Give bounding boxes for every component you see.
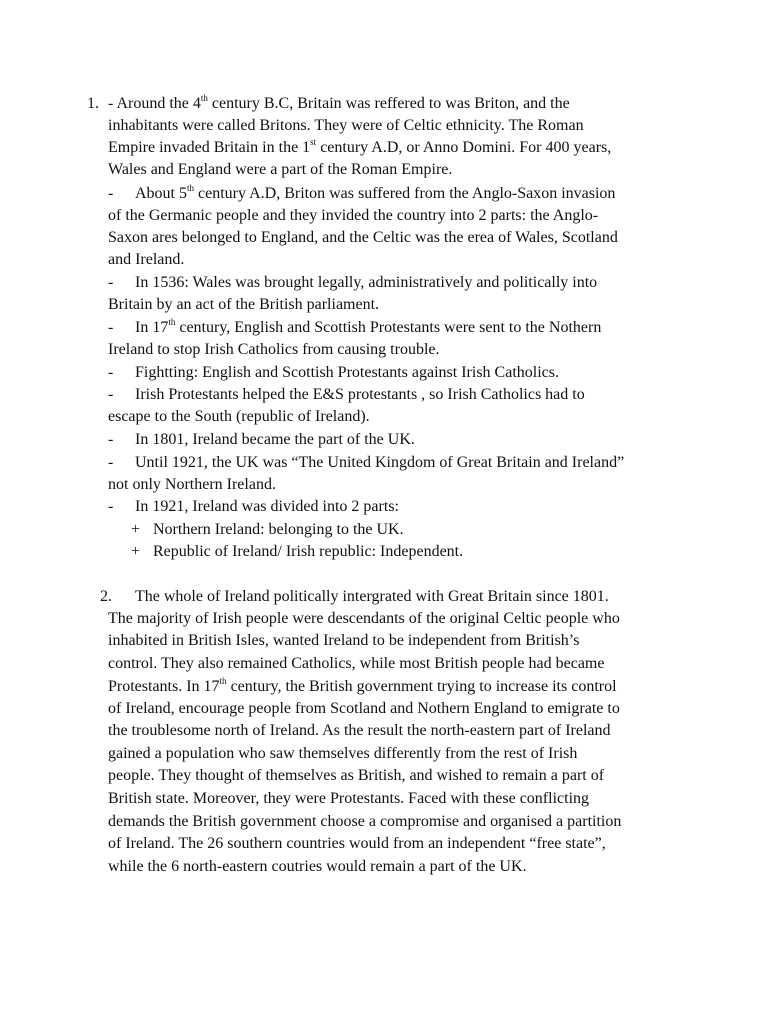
bullet-line: - In 1536: Wales was brought legally, administratively and politically into xyxy=(108,272,688,294)
dash-marker: - xyxy=(108,498,114,515)
list-number-2: 2. xyxy=(100,588,112,605)
dash-marker: - xyxy=(108,319,114,336)
bullet-line: - Irish Protestants helped the E&S protestants , so Irish Catholics had to xyxy=(108,384,688,406)
paragraph-line: of the Germanic people and they invided the country into 2 parts: the Anglo- xyxy=(108,207,599,224)
list-number-1: 1. xyxy=(87,95,99,112)
paragraph-line: demands the British government choose a compromise and organised a partition xyxy=(108,813,622,830)
bullet-line: - About 5th century A.D, Briton was suffered from the Anglo-Saxon invasion xyxy=(108,183,688,205)
plus-marker: + xyxy=(131,543,141,560)
paragraph-line: Saxon ares belonged to England, and the Celtic was the erea of Wales, Scotland xyxy=(108,229,618,246)
paragraph-line: Wales and England were a part of the Roman Empire. xyxy=(108,161,453,178)
dash-marker: - xyxy=(108,386,114,403)
plus-marker: + xyxy=(131,521,141,538)
bullet-line: - In 1921, Ireland was divided into 2 parts: xyxy=(108,496,688,518)
paragraph-line: of Ireland. The 26 southern countries would from an independent “free state”, xyxy=(108,835,606,852)
paragraph-line: Empire invaded Britain in the 1st century A.D, or Anno Domini. For 400 years, xyxy=(108,136,612,156)
paragraph-line: while the 6 north-eastern coutries would remain a part of the UK. xyxy=(108,858,527,875)
dash-marker: - xyxy=(108,454,114,471)
paragraph-line: Ireland to stop Irish Catholics from causing trouble. xyxy=(108,341,440,358)
bullet-line: - Fightting: English and Scottish Protestants against Irish Catholics. xyxy=(108,362,688,384)
bullet-line: - In 17th century, English and Scottish Protestants were sent to the Nothern xyxy=(108,317,688,339)
paragraph-line: The majority of Irish people were descendants of the original Celtic people who xyxy=(108,610,620,627)
dash-marker: - xyxy=(108,274,114,291)
sub-bullet-line: + Republic of Ireland/ Irish republic: Independent. xyxy=(131,541,711,563)
paragraph-line: and Ireland. xyxy=(108,251,185,268)
dash-marker: - xyxy=(108,364,114,381)
paragraph-line: Protestants. In 17th century, the British government trying to increase its control xyxy=(108,675,617,695)
dash-marker: - xyxy=(108,431,114,448)
bullet-line: - Until 1921, the UK was “The United Kingdom of Great Britain and Ireland” xyxy=(108,452,688,474)
paragraph-line: Britain by an act of the British parliament. xyxy=(108,296,380,313)
paragraph-line: British state. Moreover, they were Protestants. Faced with these conflicting xyxy=(108,790,590,807)
paragraph-line: not only Northern Ireland. xyxy=(108,476,276,493)
paragraph-line: The whole of Ireland politically intergrated with Great Britain since 1801. xyxy=(135,588,609,605)
sub-bullet-line: + Northern Ireland: belonging to the UK. xyxy=(131,519,711,541)
paragraph-line: inhabitants were called Britons. They were of Celtic ethnicity. The Roman xyxy=(108,117,584,134)
paragraph-line: - Around the 4th century B.C, Britain was reffered to was Briton, and the xyxy=(108,92,570,112)
paragraph-line: control. They also remained Catholics, while most British people had became xyxy=(108,655,605,672)
paragraph-line: escape to the South (republic of Ireland). xyxy=(108,408,370,425)
bullet-line: - In 1801, Ireland became the part of the UK. xyxy=(108,429,688,451)
paragraph-line: the troublesome north of Ireland. As the result the north-eastern part of Ireland xyxy=(108,722,611,739)
paragraph-line: gained a population who saw themselves differently from the rest of Irish xyxy=(108,745,578,762)
paragraph-line: inhabited in British Isles, wanted Ireland to be independent from British’s xyxy=(108,632,580,649)
paragraph-line: of Ireland, encourage people from Scotland and Nothern England to emigrate to xyxy=(108,700,620,717)
dash-marker: - xyxy=(108,185,114,202)
paragraph-line: people. They thought of themselves as British, and wished to remain a part of xyxy=(108,767,605,784)
